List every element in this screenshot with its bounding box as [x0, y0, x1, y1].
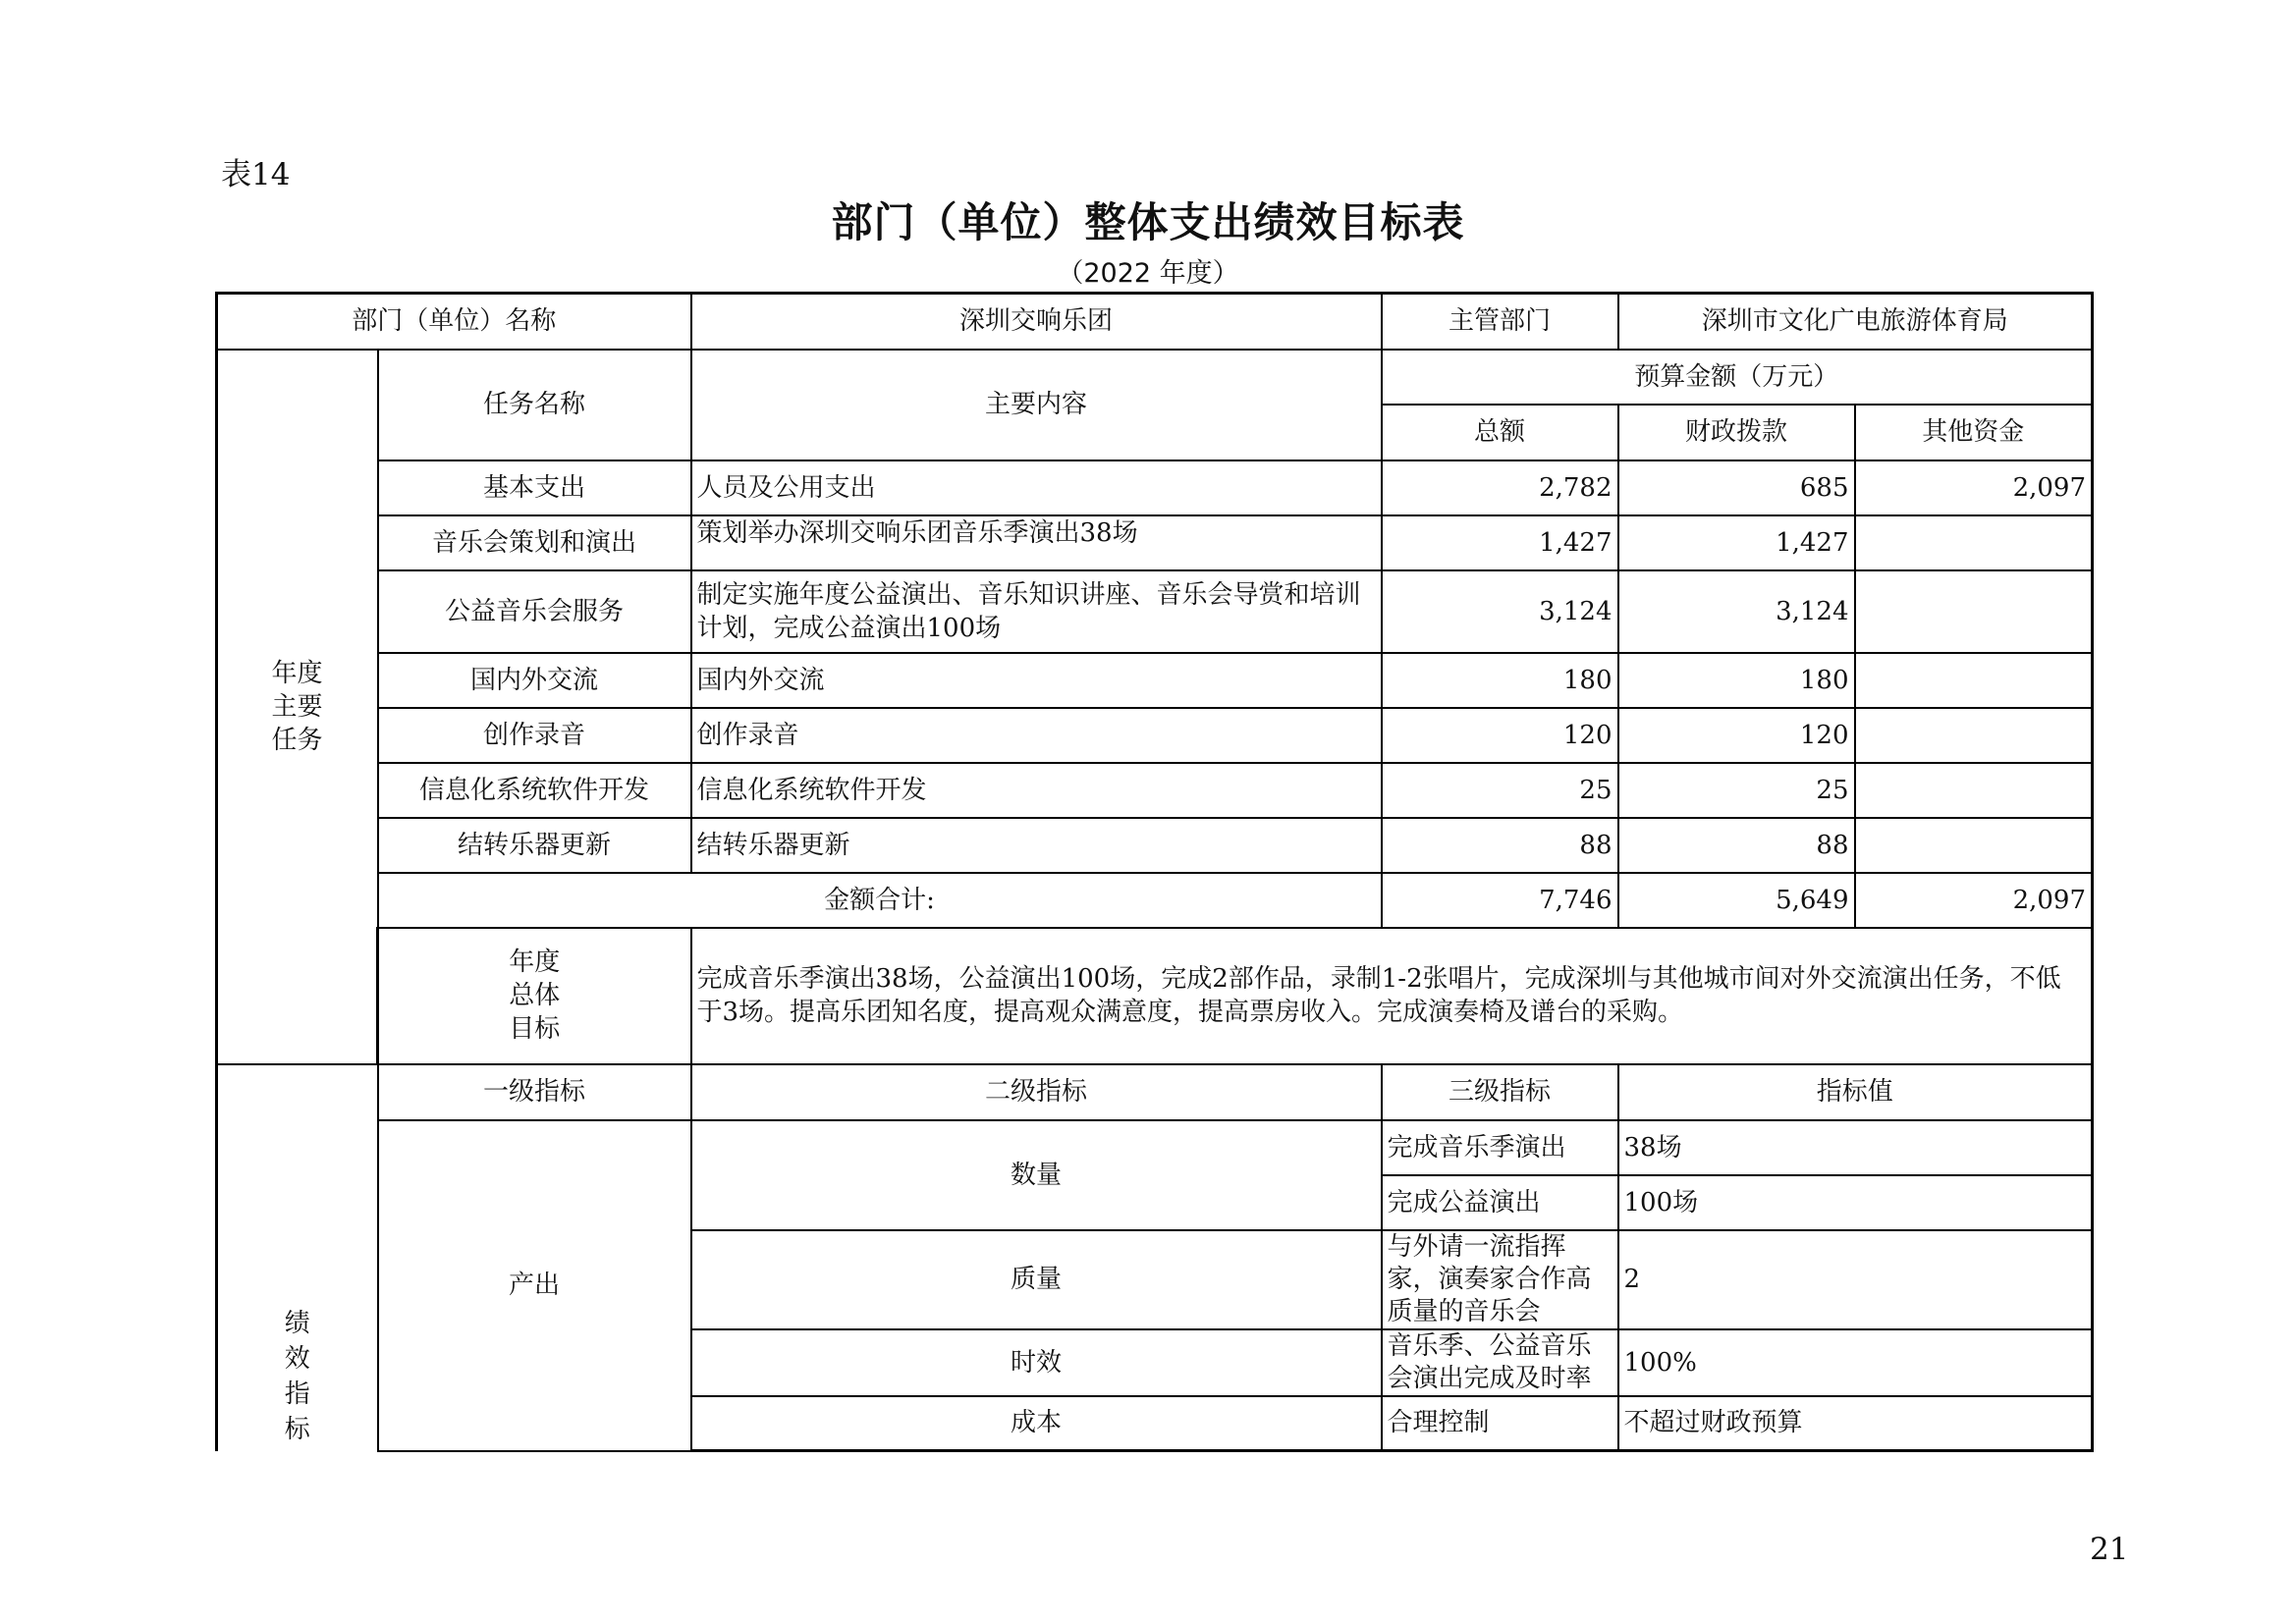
level3-name: 音乐季、公益音乐会演出完成及时率 [1382, 1329, 1618, 1396]
task-total: 1,427 [1382, 515, 1618, 570]
indicator-value: 100场 [1618, 1175, 2093, 1230]
task-content: 国内外交流 [691, 653, 1382, 708]
sum-other: 2,097 [1855, 873, 2093, 928]
task-name: 音乐会策划和演出 [378, 515, 691, 570]
task-name: 结转乐器更新 [378, 818, 691, 873]
task-fiscal: 180 [1618, 653, 1855, 708]
col-level2-indicator: 二级指标 [691, 1064, 1382, 1120]
task-other [1855, 708, 2093, 763]
task-header-row [217, 350, 2093, 405]
task-row [217, 570, 2093, 653]
indicator-value: 38场 [1618, 1120, 2093, 1175]
sum-fiscal: 5,649 [1618, 873, 1855, 928]
level2-quantity: 数量 [691, 1120, 1382, 1230]
task-total: 120 [1382, 708, 1618, 763]
section-label-line: 绩 [284, 1308, 310, 1338]
sum-total: 7,746 [1382, 873, 1618, 928]
level3-name: 合理控制 [1382, 1396, 1618, 1451]
task-total: 3,124 [1382, 570, 1618, 653]
task-content: 人员及公用支出 [691, 460, 1382, 515]
supervisor-value: 深圳市文化广电旅游体育局 [1618, 294, 2093, 350]
col-other-funds: 其他资金 [1855, 405, 2093, 460]
level2-cost: 成本 [691, 1396, 1382, 1451]
annual-goal-row [217, 928, 2093, 1064]
col-fiscal: 财政拨款 [1618, 405, 1855, 460]
task-content: 策划举办深圳交响乐团音乐季演出38场 [691, 515, 1382, 570]
task-total: 25 [1382, 763, 1618, 818]
performance-indicator-section-label [217, 1064, 378, 1451]
annual-tasks-section-label [217, 350, 378, 1064]
supervisor-label: 主管部门 [1382, 294, 1618, 350]
task-content: 结转乐器更新 [691, 818, 1382, 873]
task-other [1855, 653, 2093, 708]
col-main-content: 主要内容 [691, 350, 1382, 460]
task-other: 2,097 [1855, 460, 2093, 515]
task-fiscal: 685 [1618, 460, 1855, 515]
task-row [217, 818, 2093, 873]
section-label-line: 主要 [271, 691, 323, 722]
section-label-line: 目标 [509, 1014, 561, 1044]
task-content: 信息化系统软件开发 [691, 763, 1382, 818]
task-other [1855, 515, 2093, 570]
dept-name-label: 部门（单位）名称 [217, 294, 691, 350]
sum-row [217, 873, 2093, 928]
level3-name: 完成音乐季演出 [1382, 1120, 1618, 1175]
page-title: 部门（单位）整体支出绩效目标表 [831, 198, 1465, 246]
task-content: 创作录音 [691, 708, 1382, 763]
task-row [217, 763, 2093, 818]
col-level1-indicator: 一级指标 [378, 1064, 691, 1120]
task-total: 88 [1382, 818, 1618, 873]
level3-name: 完成公益演出 [1382, 1175, 1618, 1230]
section-label-line: 指 [284, 1379, 310, 1409]
performance-target-table [215, 292, 2094, 1452]
col-indicator-value: 指标值 [1618, 1064, 2093, 1120]
task-other [1855, 763, 2093, 818]
col-level3-indicator: 三级指标 [1382, 1064, 1618, 1120]
sum-label: 金额合计: [378, 873, 1382, 928]
col-task-name: 任务名称 [378, 350, 691, 460]
col-total: 总额 [1382, 405, 1618, 460]
section-label-line: 效 [284, 1343, 310, 1374]
task-row [217, 653, 2093, 708]
level1-output: 产出 [378, 1120, 691, 1451]
dept-name-value: 深圳交响乐团 [691, 294, 1382, 350]
indicator-row [217, 1120, 2093, 1175]
task-fiscal: 25 [1618, 763, 1855, 818]
page-number: 21 [2090, 1532, 2129, 1567]
task-row [217, 708, 2093, 763]
level3-name: 与外请一流指挥家，演奏家合作高质量的音乐会 [1382, 1230, 1618, 1329]
indicator-value: 100% [1618, 1329, 2093, 1396]
section-label-line: 年度 [271, 658, 323, 688]
level2-quality: 质量 [691, 1230, 1382, 1329]
section-label-line: 年度 [509, 947, 561, 977]
task-other [1855, 818, 2093, 873]
section-label-line: 总体 [509, 981, 561, 1010]
indicator-value: 不超过财政预算 [1618, 1396, 2093, 1451]
level2-timeliness: 时效 [691, 1329, 1382, 1396]
task-name: 信息化系统软件开发 [378, 763, 691, 818]
task-fiscal: 3,124 [1618, 570, 1855, 653]
page-subtitle: （2022 年度） [1057, 258, 1239, 289]
task-name: 公益音乐会服务 [378, 570, 691, 653]
table-label: 表14 [221, 157, 291, 192]
task-content: 制定实施年度公益演出、音乐知识讲座、音乐会导赏和培训计划，完成公益演出100场 [691, 570, 1382, 653]
annual-goal-section-label [378, 928, 691, 1064]
task-total: 180 [1382, 653, 1618, 708]
section-label-line: 标 [284, 1414, 310, 1444]
task-fiscal: 120 [1618, 708, 1855, 763]
task-row [217, 515, 2093, 570]
task-other [1855, 570, 2093, 653]
task-row [217, 460, 2093, 515]
col-budget-amount: 预算金额（万元） [1382, 350, 2093, 405]
task-total: 2,782 [1382, 460, 1618, 515]
task-fiscal: 1,427 [1618, 515, 1855, 570]
indicator-value: 2 [1618, 1230, 2093, 1329]
task-name: 国内外交流 [378, 653, 691, 708]
annual-goal-text: 完成音乐季演出38场，公益演出100场，完成2部作品，录制1-2张唱片，完成深圳与其他城市间对外交流演出任务，不低于3场。提高乐团知名度，提高观众满意度，提高票房收入。完成演奏椅及谱台的采购。 [691, 928, 2093, 1064]
task-fiscal: 88 [1618, 818, 1855, 873]
task-name: 基本支出 [378, 460, 691, 515]
section-label-line: 任务 [271, 725, 323, 755]
header-row [217, 294, 2093, 350]
task-name: 创作录音 [378, 708, 691, 763]
indicator-header-row [217, 1064, 2093, 1120]
